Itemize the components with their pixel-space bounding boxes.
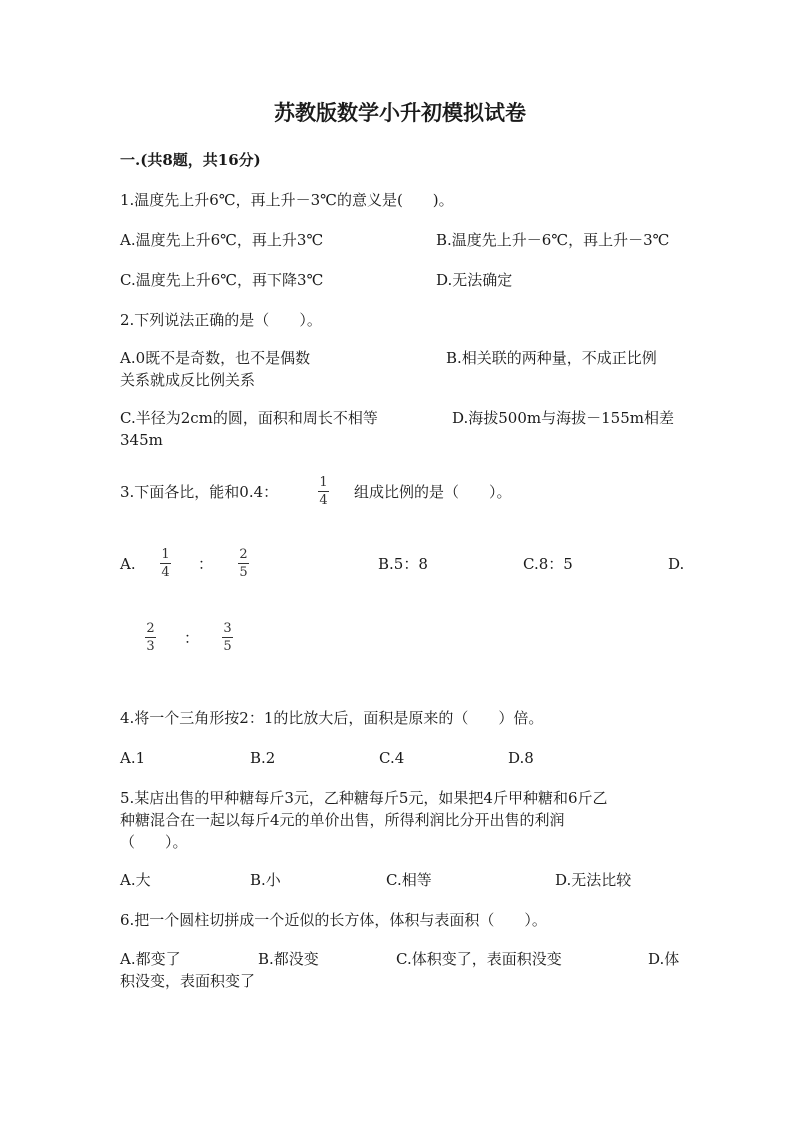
ratio-colon: ： — [184, 629, 200, 647]
question-3-option-a-fraction-2 — [238, 548, 249, 580]
question-5-stem-line-1: 5.某店出售的甲种糖每斤3元，乙种糖每斤5元，如果把4斤甲种糖和6斤乙 — [120, 789, 608, 807]
question-3-option-d-fraction-1 — [145, 622, 156, 654]
question-1-option-d: D.无法确定 — [436, 271, 513, 289]
fraction-denominator: 4 — [161, 565, 170, 580]
question-2-stem: 2.下列说法正确的是（ ）。 — [120, 311, 322, 329]
question-2-option-b-cont: 关系就成反比例关系 — [120, 371, 256, 389]
question-2-option-b: B.相关联的两种量，不成正比例 — [446, 349, 657, 367]
question-3-option-a-label: A. — [120, 555, 136, 573]
question-4-option-b: B.2 — [250, 749, 276, 767]
question-2-option-a: A.0既不是奇数，也不是偶数 — [120, 349, 311, 367]
question-4-option-d: D.8 — [508, 749, 534, 767]
question-1-stem: 1.温度先上升6℃，再上升－3℃的意义是( )。 — [120, 191, 454, 209]
question-4-stem: 4.将一个三角形按2：1的比放大后，面积是原来的（ ）倍。 — [120, 709, 544, 727]
question-5-stem-line-3: （ ）。 — [120, 833, 188, 851]
fraction-denominator: 3 — [146, 639, 155, 654]
question-3-stem-fraction — [318, 476, 329, 508]
question-3-option-a-fraction-1 — [160, 548, 171, 580]
question-3-option-d-label: D. — [668, 555, 685, 573]
question-1-option-a: A.温度先上升6℃，再上升3℃ — [120, 231, 324, 249]
question-3-option-d-fraction-2 — [222, 622, 233, 654]
fraction-numerator: 2 — [146, 621, 155, 636]
ratio-colon: ： — [198, 555, 214, 573]
question-1-option-c: C.温度先上升6℃，再下降3℃ — [120, 271, 324, 289]
fraction-numerator: 2 — [239, 547, 248, 562]
question-2-option-d: D.海拔500m与海拔－155m相差 — [452, 409, 674, 427]
question-2-option-c: C.半径为2cm的圆，面积和周长不相等 — [120, 409, 378, 427]
fraction-numerator: 3 — [223, 621, 232, 636]
question-5-option-b: B.小 — [250, 871, 281, 889]
question-5-stem-line-2: 种糖混合在一起以每斤4元的单价出售，所得利润比分开出售的利润 — [120, 811, 565, 829]
question-5-option-c: C.相等 — [386, 871, 432, 889]
question-3-stem-suffix: 组成比例的是（ ）。 — [354, 483, 512, 501]
fraction-denominator: 4 — [319, 493, 328, 508]
question-4-option-c: C.4 — [379, 749, 405, 767]
question-6-option-c: C.体积变了，表面积没变 — [396, 950, 562, 968]
question-2-option-d-cont: 345m — [120, 431, 163, 449]
section-heading: 一.(共8题，共16分) — [120, 151, 261, 169]
question-4-option-a: A.1 — [120, 749, 146, 767]
question-1-option-b: B.温度先上升－6℃，再上升－3℃ — [436, 231, 670, 249]
question-3-option-c: C.8：5 — [523, 555, 573, 573]
fraction-denominator: 5 — [223, 639, 232, 654]
fraction-numerator: 1 — [319, 475, 328, 490]
page-title: 苏教版数学小升初模拟试卷 — [274, 100, 526, 125]
question-5-option-d: D.无法比较 — [555, 871, 632, 889]
question-6-option-d-cont: 积没变，表面积变了 — [120, 972, 256, 990]
question-6-stem: 6.把一个圆柱切拼成一个近似的长方体，体积与表面积（ ）。 — [120, 911, 547, 929]
question-3-stem-prefix: 3.下面各比，能和0.4： — [120, 483, 279, 501]
question-6-option-b: B.都没变 — [258, 950, 319, 968]
question-3-option-b: B.5：8 — [378, 555, 428, 573]
question-6-option-a: A.都变了 — [120, 950, 181, 968]
fraction-denominator: 5 — [239, 565, 248, 580]
question-5-option-a: A.大 — [120, 871, 151, 889]
fraction-numerator: 1 — [161, 547, 170, 562]
question-6-option-d: D.体 — [648, 950, 680, 968]
